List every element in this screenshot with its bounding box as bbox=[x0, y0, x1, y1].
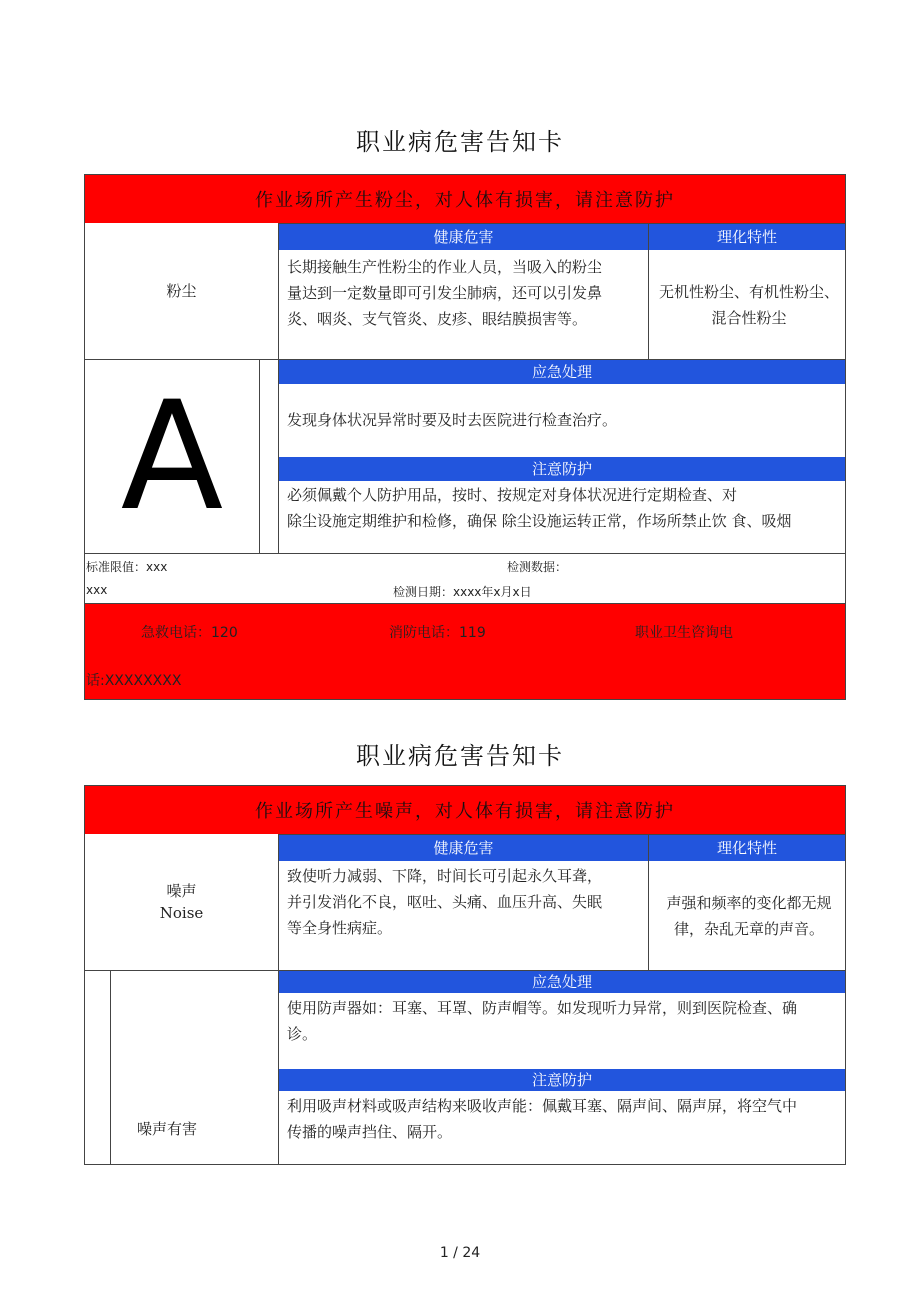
protection-header: 注意防护 bbox=[279, 1069, 845, 1091]
protection-line-2: 除尘设施定期维护和检修，确保 除尘设施运转正常，作场所禁止饮 食、吸烟 bbox=[287, 512, 792, 530]
emergency-text: 使用防声器如：耳塞、耳罩、防声帽等。如发现听力异常，则到医院检查、确诊。 bbox=[287, 999, 798, 1043]
hazard-name-label: 噪声 bbox=[166, 882, 197, 900]
card-2-title: 职业病危害告知卡 bbox=[356, 742, 564, 770]
props-header: 理化特性 bbox=[649, 835, 845, 861]
hazard-name bbox=[85, 834, 278, 970]
card-1 bbox=[84, 174, 846, 700]
first-aid-phone: 急救电话：120 bbox=[141, 625, 238, 641]
card-1-banner: 作业场所产生粉尘，对人体有损害，请注意防护 bbox=[85, 175, 845, 223]
consult-phone-end: 话:XXXXXXXX bbox=[86, 673, 182, 689]
page-number: 1 / 24 bbox=[439, 1245, 481, 1261]
limit-label: 标准限值：xxx bbox=[86, 560, 168, 574]
emergency-text: 发现身体状况异常时要及时去医院进行检查治疗。 bbox=[287, 411, 618, 429]
protection-header: 注意防护 bbox=[279, 457, 845, 481]
protection-line-1: 必须佩戴个人防护用品，按时、按规定对身体状况进行定期检查、对 bbox=[287, 486, 738, 504]
info-row bbox=[85, 553, 845, 603]
narrow-column bbox=[259, 360, 278, 553]
fire-phone: 消防电话：119 bbox=[389, 625, 486, 641]
card-2 bbox=[84, 785, 846, 1165]
limit-label-cont: xxx bbox=[86, 583, 108, 597]
health-header: 健康危害 bbox=[279, 835, 648, 861]
warning-sign-letter bbox=[85, 360, 259, 553]
side-label-cell bbox=[110, 971, 278, 1164]
data-label: 检测数据： bbox=[507, 560, 568, 574]
sign-letter: A bbox=[120, 369, 224, 544]
card-1-title: 职业病危害告知卡 bbox=[356, 128, 564, 156]
props-header: 理化特性 bbox=[649, 224, 845, 250]
card-2-banner: 作业场所产生噪声，对人体有损害，请注意防护 bbox=[85, 786, 845, 834]
hazard-name-label: 粉尘 bbox=[166, 282, 197, 300]
props-text bbox=[659, 251, 839, 359]
health-text: 致使听力减弱、下降，时间长可引起永久耳聋，并引发消化不良，呕吐、头痛、血压升高、失眠等全身性病症。 bbox=[287, 867, 603, 937]
health-header: 健康危害 bbox=[279, 224, 648, 250]
narrow-column bbox=[85, 971, 110, 1164]
props-text-content: 无机性粉尘、有机性粉尘、混合性粉尘 bbox=[659, 283, 840, 327]
contacts-row bbox=[85, 603, 845, 699]
emergency-header: 应急处理 bbox=[279, 971, 845, 993]
protection-text: 利用吸声材料或吸声结构来吸收声能：佩戴耳塞、隔声间、隔声屏，将空气中传播的噪声挡住、隔开。 bbox=[287, 1097, 798, 1141]
hazard-name bbox=[85, 223, 278, 359]
side-label: 噪声有害 bbox=[137, 1120, 198, 1138]
props-text-content: 声强和频率的变化都无规律，杂乱无章的声音。 bbox=[666, 894, 832, 938]
date-label: 检测日期：xxxx年x月x日 bbox=[393, 585, 532, 599]
hazard-name-en: Noise bbox=[159, 904, 204, 922]
emergency-header: 应急处理 bbox=[279, 360, 845, 384]
health-text: 长期接触生产性粉尘的作业人员，当吸入的粉尘量达到一定数量即可引发尘肺病，还可以引发鼻炎、咽炎、支气管炎、皮疹、眼结膜损害等。 bbox=[287, 258, 603, 328]
consult-phone-start: 职业卫生咨询电 bbox=[635, 625, 733, 641]
props-text bbox=[659, 862, 839, 970]
